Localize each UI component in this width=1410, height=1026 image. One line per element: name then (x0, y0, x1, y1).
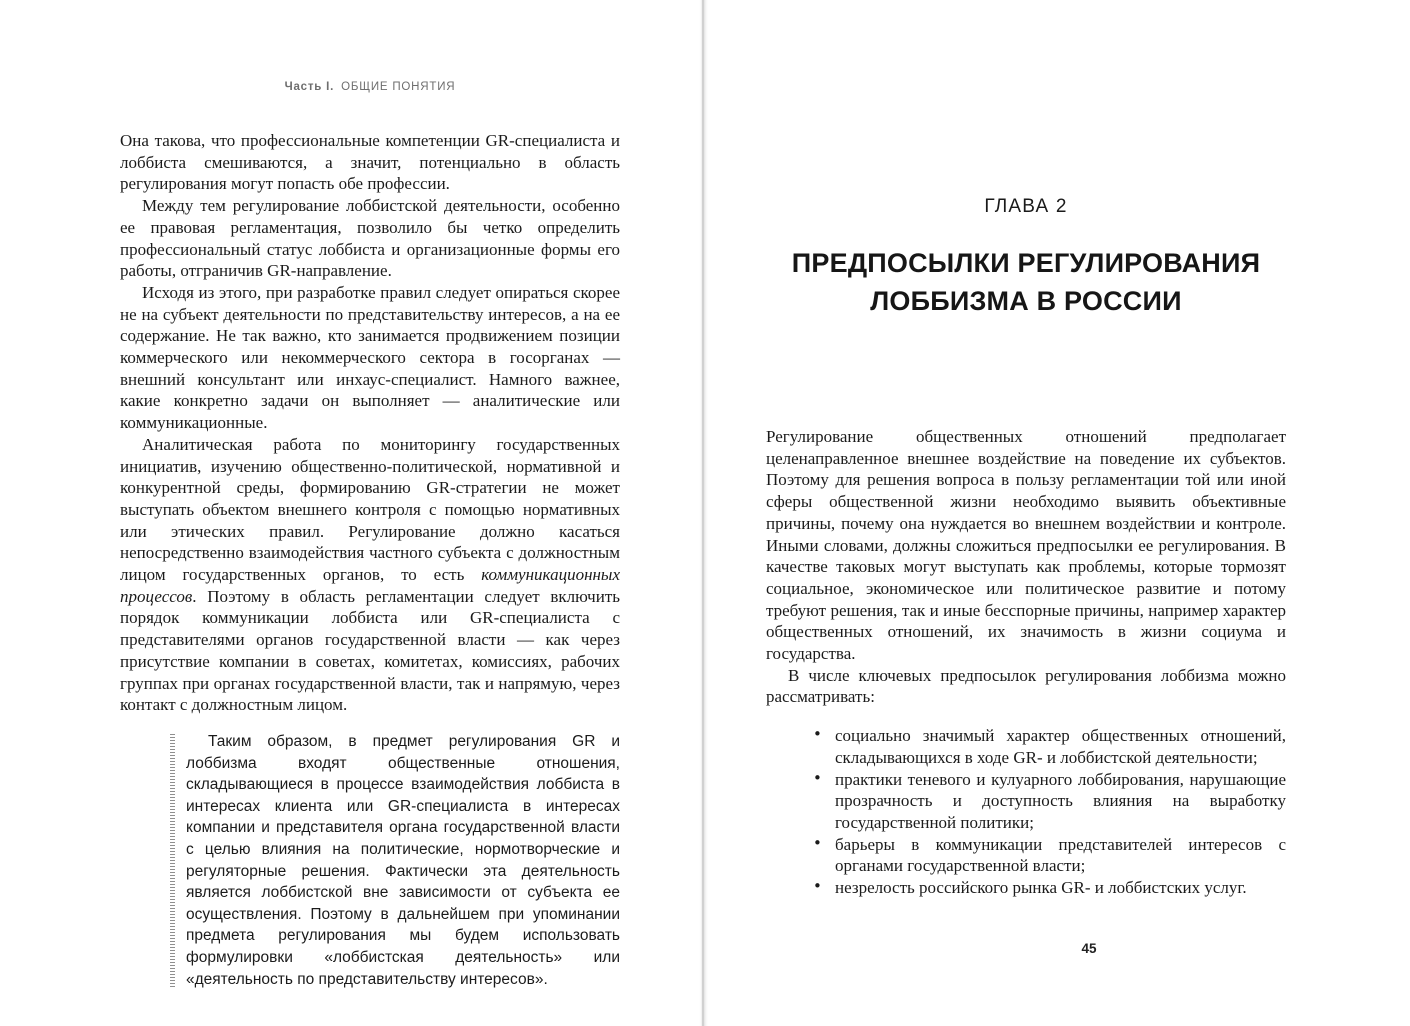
right-body-column (766, 196, 1286, 956)
list-item (766, 834, 1286, 877)
left-page (0, 0, 703, 1026)
chapter-label: ГЛАВА 2 (984, 196, 1068, 217)
bullet-icon: • (813, 833, 822, 852)
page-gutter (699, 0, 708, 1026)
list-item (766, 877, 1286, 899)
block-quote (120, 731, 620, 990)
running-header (120, 81, 620, 93)
left-body-column (120, 130, 620, 990)
quote-text: Таким образом, в предмет регулирования GR и лоббизма входят общественные отношения, складывающиеся в процессе взаимодействия лоббиста в интересах клиента или GR-специалиста в интересах компании и представителя органа государственной власти с целью влияния на политические, нормотворческие и регуляторные решения. Фактически эта деятельность является лоббистской вне зависимости от субъекта ее осуществления. Поэтому в дальнейшем при упоминании предмета регулирования мы будем использовать формулировки «лоббистская деятельность» или «деятельность по представительству интересов». (186, 732, 620, 988)
running-header-title: ОБЩИЕ ПОНЯТИЯ (341, 81, 456, 93)
chapter-title: ПРЕДПОСЫЛКИ РЕГУЛИРОВАНИЯ ЛОББИЗМА В РОССИИ (791, 248, 1261, 316)
paragraph: В числе ключевых предпосылок регулирования лоббизма можно рассматривать: (766, 665, 1286, 707)
bullet-icon: • (813, 768, 822, 787)
right-page (703, 0, 1410, 1026)
bullet-icon: • (813, 725, 822, 744)
bullet-icon: • (813, 877, 822, 896)
list-item-text: социально значимый характер общественных отношений, складывающихся в ходе GR- и лоббистской деятельности; (835, 726, 1286, 767)
paragraph: Исходя из этого, при разработке правил следует опираться скорее не на субъект деятельности по представительству интересов, а на ее содержание. Не так важно, кто занимается продвижением позиции коммерческого или некоммерческого сектора в госорганах — внешний консультант или инхаус-специалист. Намного важнее, какие конкретно задачи он выполняет — аналитические или коммуникационные. (120, 282, 620, 433)
paragraph-segment: Аналитическая работа по мониторингу государственных инициатив, изучению общественно-политической, нормативной и конкурентной среды, формированию GR-стратегии не может выступать объектом внешнего контроля с помощью нормативных или этических правил. Регулирование должно касаться непосредственно взаимодействия частного субъекта с должностным лицом государственных органов, то есть (120, 434, 620, 585)
page-number: 45 (1081, 941, 1097, 956)
bullet-list (766, 725, 1286, 899)
dashed-rule-decoration (170, 734, 175, 987)
list-item (766, 769, 1286, 834)
paragraph-segment: . Поэтому в область регламентации следует включить порядок коммуникации лоббиста или GR-специалиста с представителями органов государственной власти — как через присутствие компании в советах, комитетах, комиссиях, рабочих группах при органах государственной власти, так и напрямую, через контакт с должностным лицом. (120, 586, 620, 715)
list-item (766, 725, 1286, 768)
list-item-text: практики теневого и кулуарного лоббирования, нарушающие прозрачность и доступность влияния на выработку государственной политики; (835, 769, 1286, 832)
paragraph: Между тем регулирование лоббистской деятельности, особенно ее правовая регламентация, позволило бы четко определить профессиональный статус лоббиста и организационные формы его работы, отграничив GR-направление. (120, 196, 620, 281)
right-body-text (766, 426, 1286, 708)
paragraph: Регулирование общественных отношений предполагает целенаправленное внешнее воздействие на поведение их субъектов. Поэтому для решения вопроса в пользу регламентации той или иной сферы общественной жизни необходимо выявить объективные причины, почему она нуждается во внешнем воздействии и контроле. Иными словами, должны сложиться предпосылки ее регулирования. В качестве таковых могут выступать как проблемы, которые тормозят социальное, экономическое или политическое развитие и потому требуют решения, так и иные бесспорные причины, например характер общественных отношений, их значимость в жизни социума и государства. (766, 427, 1286, 664)
paragraph: Она такова, что профессиональные компетенции GR-специалиста и лоббиста смешиваются, а значит, потенциально в область регулирования могут попасть обе профессии. (120, 131, 620, 194)
italic-phrase: коммуникационных процессов (120, 565, 620, 606)
paragraph (120, 434, 620, 716)
list-item-text: барьеры в коммуникации представителей интересов с органами государственной власти; (835, 834, 1286, 876)
running-header-part: Часть I. (284, 81, 335, 93)
list-item-text: незрелость российского рынка GR- и лоббистских услуг. (835, 878, 1247, 898)
